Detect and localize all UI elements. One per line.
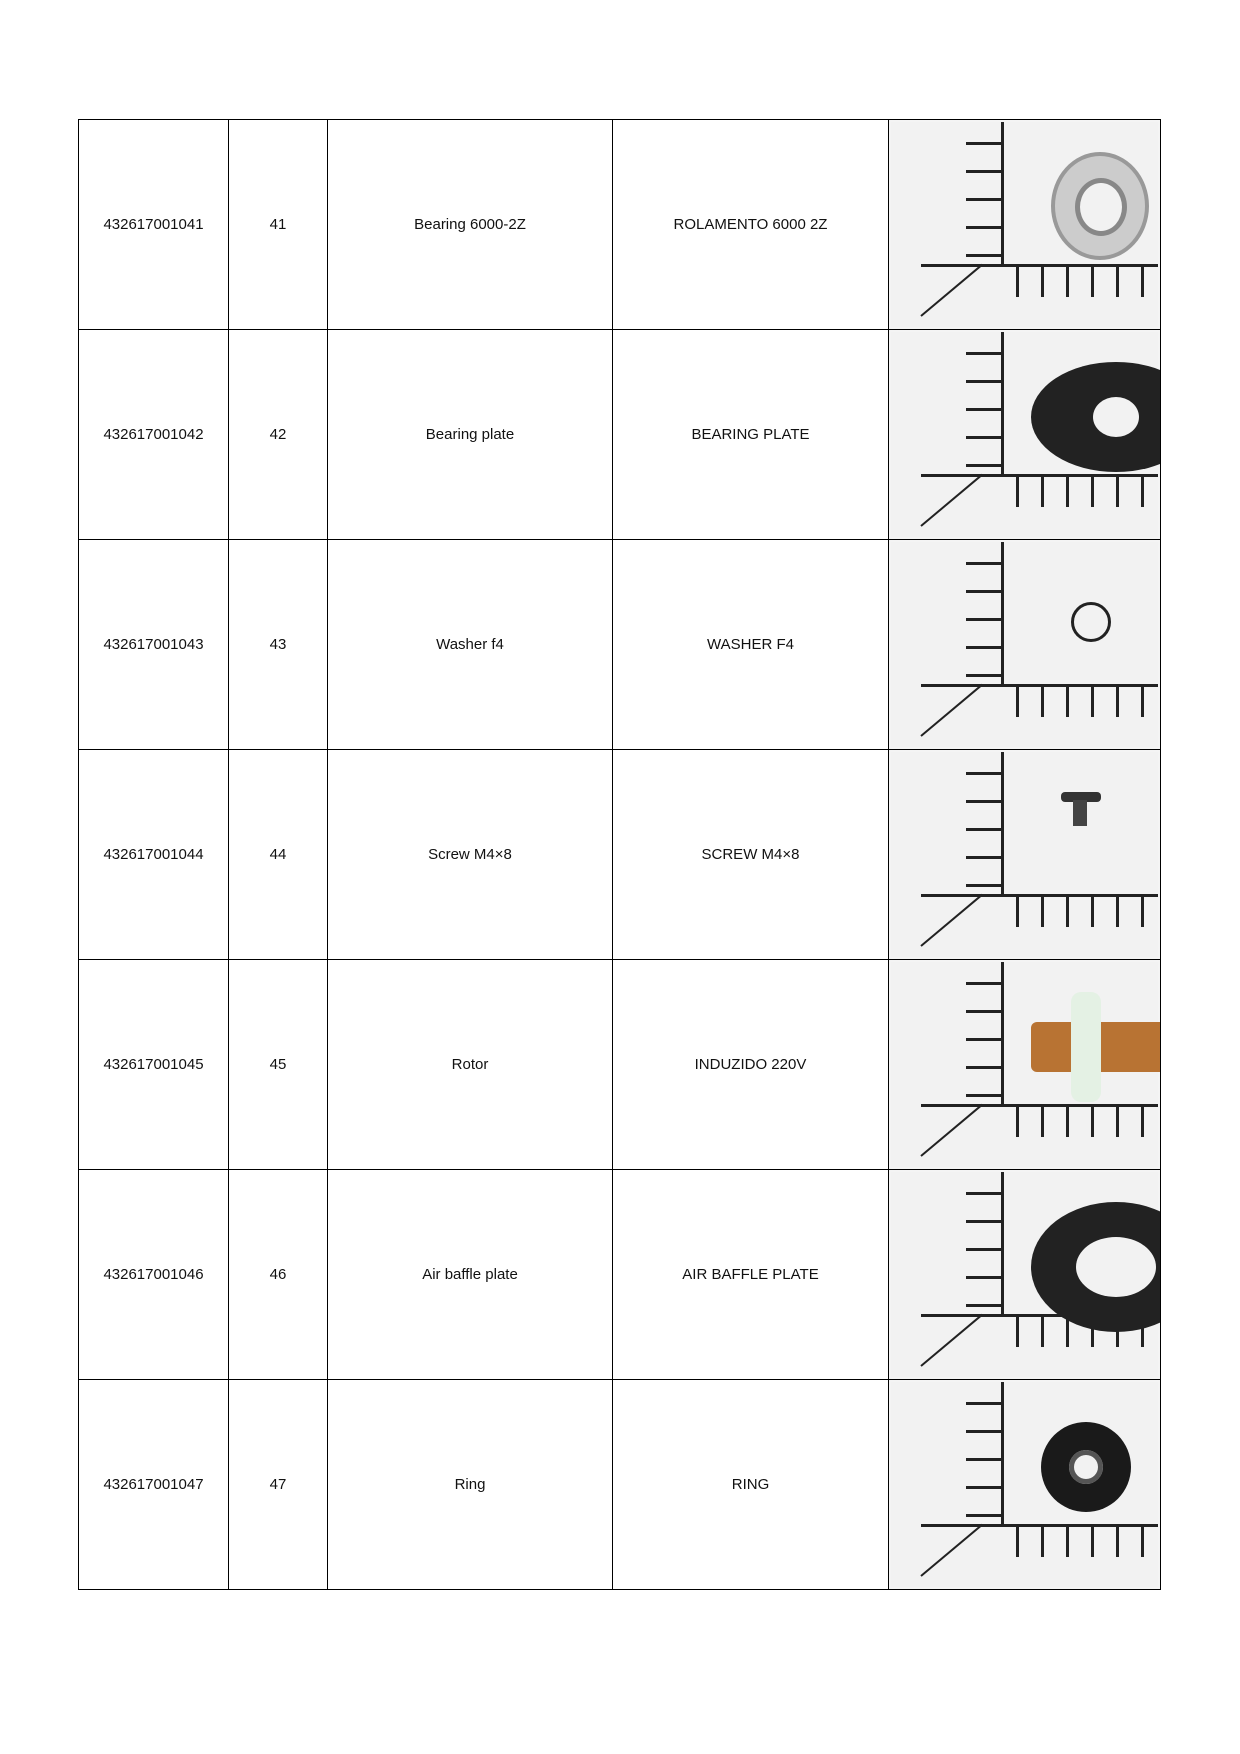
table-row	[79, 960, 1161, 1170]
description-pt: INDUZIDO 220V	[613, 960, 889, 1170]
ruler-tick	[1091, 1107, 1094, 1137]
bearing-photo	[891, 122, 1158, 327]
part-image-cell	[889, 960, 1161, 1170]
ruler-tick	[1041, 1527, 1044, 1557]
ruler-diagonal	[920, 1314, 983, 1367]
part-photo	[1031, 562, 1141, 672]
ruler-tick	[1116, 687, 1119, 717]
ruler-tick	[966, 884, 1001, 887]
ruler-horizontal	[921, 684, 1158, 687]
ruler-vertical	[1001, 1172, 1004, 1317]
item-number: 46	[229, 1170, 328, 1380]
ruler-tick	[966, 226, 1001, 229]
ruler-diagonal	[920, 1104, 983, 1157]
ruler-horizontal	[921, 894, 1158, 897]
ruler-tick	[966, 1276, 1001, 1279]
ruler-tick	[966, 772, 1001, 775]
part-code: 432617001041	[79, 120, 229, 330]
ruler-tick	[1016, 897, 1019, 927]
ruler-tick	[1041, 267, 1044, 297]
ruler-tick	[966, 646, 1001, 649]
ruler-tick	[1016, 1107, 1019, 1137]
ruler-tick	[1116, 477, 1119, 507]
ruler-tick	[966, 1094, 1001, 1097]
description-pt: WASHER F4	[613, 540, 889, 750]
ruler-tick	[966, 562, 1001, 565]
ruler-tick	[1091, 267, 1094, 297]
table-row	[79, 1170, 1161, 1380]
ruler-tick	[1091, 897, 1094, 927]
parts-table	[78, 119, 1161, 1590]
ruler-tick	[1091, 477, 1094, 507]
ruler-tick	[966, 1010, 1001, 1013]
ruler-vertical	[1001, 122, 1004, 267]
ruler-tick	[1141, 267, 1144, 297]
ruler-tick	[966, 982, 1001, 985]
ruler-diagonal	[920, 684, 983, 737]
washer-photo	[891, 542, 1158, 747]
ruler-tick	[1041, 1107, 1044, 1137]
ruler-tick	[966, 590, 1001, 593]
item-number: 41	[229, 120, 328, 330]
ruler-horizontal	[921, 1104, 1158, 1107]
ruler-tick	[966, 1192, 1001, 1195]
table-row	[79, 330, 1161, 540]
item-number: 45	[229, 960, 328, 1170]
part-photo	[1031, 772, 1141, 882]
part-image-cell	[889, 1380, 1161, 1590]
ruler-tick	[1041, 1317, 1044, 1347]
ruler-tick	[966, 1486, 1001, 1489]
bearing-plate-photo	[891, 332, 1158, 537]
ruler-tick	[1016, 477, 1019, 507]
ruler-tick	[1041, 897, 1044, 927]
ruler-tick	[1066, 267, 1069, 297]
table-row	[79, 540, 1161, 750]
description-en: Rotor	[328, 960, 613, 1170]
ruler-tick	[966, 142, 1001, 145]
part-image-cell	[889, 330, 1161, 540]
ruler-tick	[966, 1066, 1001, 1069]
table-row	[79, 120, 1161, 330]
ruler-tick	[1066, 1107, 1069, 1137]
ruler-tick	[1091, 687, 1094, 717]
part-image-cell	[889, 120, 1161, 330]
air-baffle-plate-photo	[891, 1172, 1158, 1377]
description-pt: RING	[613, 1380, 889, 1590]
ruler-tick	[966, 408, 1001, 411]
part-photo	[1031, 1192, 1141, 1302]
ruler-diagonal	[920, 1524, 983, 1577]
ruler-tick	[966, 674, 1001, 677]
description-en: Screw M4×8	[328, 750, 613, 960]
ruler-tick	[1016, 687, 1019, 717]
ruler-tick	[966, 1220, 1001, 1223]
ruler-tick	[966, 464, 1001, 467]
ruler-tick	[966, 1402, 1001, 1405]
ruler-tick	[966, 1514, 1001, 1517]
part-photo	[1031, 982, 1141, 1092]
part-image-cell	[889, 750, 1161, 960]
ruler-tick	[1016, 267, 1019, 297]
description-en: Bearing plate	[328, 330, 613, 540]
ruler-tick	[1116, 897, 1119, 927]
ruler-tick	[1066, 1317, 1069, 1347]
ruler-horizontal	[921, 474, 1158, 477]
part-code: 432617001043	[79, 540, 229, 750]
description-en: Washer f4	[328, 540, 613, 750]
item-number: 43	[229, 540, 328, 750]
ruler-tick	[1116, 1527, 1119, 1557]
part-photo	[1031, 352, 1141, 462]
description-en: Bearing 6000-2Z	[328, 120, 613, 330]
part-code: 432617001044	[79, 750, 229, 960]
ruler-tick	[1091, 1527, 1094, 1557]
ruler-tick	[966, 828, 1001, 831]
ruler-tick	[966, 254, 1001, 257]
ruler-vertical	[1001, 962, 1004, 1107]
ruler-tick	[966, 1304, 1001, 1307]
ruler-vertical	[1001, 542, 1004, 687]
ruler-tick	[966, 170, 1001, 173]
ruler-tick	[966, 856, 1001, 859]
rotor-photo	[891, 962, 1158, 1167]
ruler-tick	[966, 380, 1001, 383]
part-code: 432617001046	[79, 1170, 229, 1380]
ruler-tick	[966, 1248, 1001, 1251]
description-pt: AIR BAFFLE PLATE	[613, 1170, 889, 1380]
part-code: 432617001042	[79, 330, 229, 540]
ruler-tick	[966, 198, 1001, 201]
part-image-cell	[889, 1170, 1161, 1380]
ruler-tick	[1016, 1527, 1019, 1557]
ruler-tick	[1041, 687, 1044, 717]
ruler-tick	[966, 436, 1001, 439]
description-en: Ring	[328, 1380, 613, 1590]
ruler-tick	[966, 800, 1001, 803]
ruler-tick	[1066, 687, 1069, 717]
ruler-tick	[1141, 1527, 1144, 1557]
ruler-tick	[1141, 1107, 1144, 1137]
ruler-tick	[966, 352, 1001, 355]
ruler-horizontal	[921, 264, 1158, 267]
ruler-diagonal	[920, 894, 983, 947]
ruler-horizontal	[921, 1524, 1158, 1527]
ruler-tick	[966, 618, 1001, 621]
description-pt: SCREW M4×8	[613, 750, 889, 960]
table-row	[79, 1380, 1161, 1590]
ruler-tick	[1141, 897, 1144, 927]
ruler-vertical	[1001, 752, 1004, 897]
description-pt: ROLAMENTO 6000 2Z	[613, 120, 889, 330]
ruler-tick	[1066, 1527, 1069, 1557]
ruler-tick	[1116, 267, 1119, 297]
ruler-tick	[966, 1038, 1001, 1041]
ruler-tick	[966, 1430, 1001, 1433]
description-en: Air baffle plate	[328, 1170, 613, 1380]
ruler-tick	[1066, 897, 1069, 927]
part-code: 432617001047	[79, 1380, 229, 1590]
ring-photo	[891, 1382, 1158, 1587]
ruler-tick	[1066, 477, 1069, 507]
item-number: 44	[229, 750, 328, 960]
ruler-tick	[1116, 1107, 1119, 1137]
item-number: 42	[229, 330, 328, 540]
ruler-tick	[1141, 687, 1144, 717]
table-row	[79, 750, 1161, 960]
ruler-tick	[1141, 477, 1144, 507]
description-pt: BEARING PLATE	[613, 330, 889, 540]
ruler-tick	[1016, 1317, 1019, 1347]
item-number: 47	[229, 1380, 328, 1590]
screw-photo	[891, 752, 1158, 957]
part-photo	[1031, 1402, 1141, 1512]
ruler-tick	[966, 1458, 1001, 1461]
ruler-vertical	[1001, 1382, 1004, 1527]
part-image-cell	[889, 540, 1161, 750]
ruler-vertical	[1001, 332, 1004, 477]
ruler-tick	[1041, 477, 1044, 507]
ruler-diagonal	[920, 474, 983, 527]
part-code: 432617001045	[79, 960, 229, 1170]
ruler-diagonal	[920, 264, 983, 317]
part-photo	[1031, 142, 1141, 252]
